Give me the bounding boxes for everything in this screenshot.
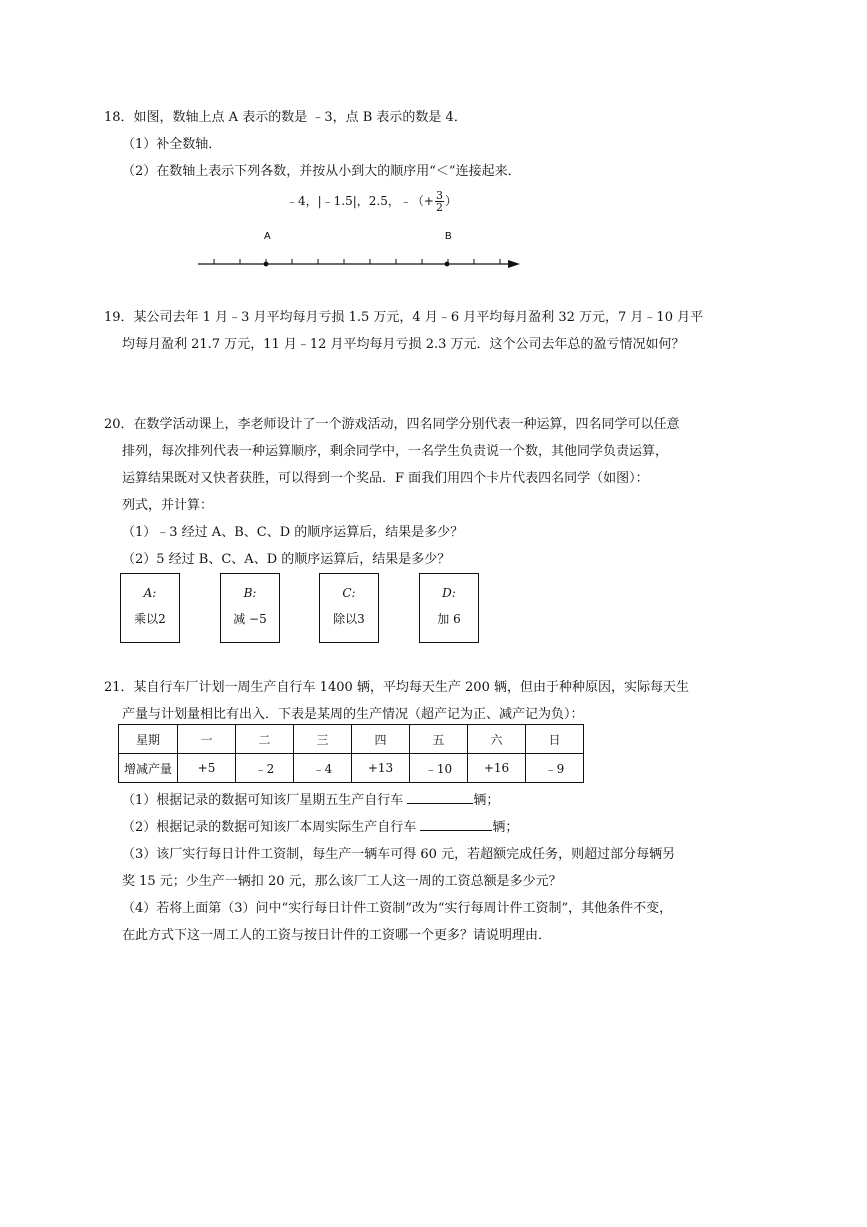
q21-part2-text: （2）根据记录的数据可知该厂本周实际生产自行车 <box>122 820 421 835</box>
table-cell: +16 <box>468 754 526 783</box>
question-21-parts <box>104 787 724 949</box>
card-c-operation: 除以3 <box>333 612 365 626</box>
table-cell: ﹣4 <box>294 754 352 783</box>
answer-blank[interactable] <box>420 818 492 831</box>
question-20 <box>104 411 724 573</box>
q19-line1: 19．某公司去年 1 月﹣3 月平均每月亏损 1.5 万元，4 月﹣6 月平均每月盈利 32 万元，7 月﹣10 月平 <box>104 310 704 325</box>
point-b-dot <box>445 262 450 267</box>
number-line-ticks <box>214 259 500 264</box>
q21-part1-text: （1）根据记录的数据可知该厂星期五生产自行车 <box>122 793 408 808</box>
table-header-cell: 五 <box>410 725 468 754</box>
question-19 <box>104 304 724 358</box>
q21-part4-line1: （4）若将上面第（3）问中“实行每日计件工资制”改为“实行每周计件工资制”，其他条件不变， <box>122 901 673 916</box>
table-header-cell: 六 <box>468 725 526 754</box>
fraction-denominator: 2 <box>435 201 443 214</box>
card-d-operation: 加 6 <box>437 612 461 626</box>
card-d-title: D: <box>442 586 456 600</box>
q18-number-list <box>286 190 457 213</box>
q21-part4-line2: 在此方式下这一周工人的工资与按日计件的工资哪一个更多？请说明理由． <box>122 928 552 943</box>
card-b-title: B: <box>243 586 257 600</box>
table-cell: +13 <box>352 754 410 783</box>
table-header-cell: 星期 <box>119 725 178 754</box>
q21-part3-line2: 奖 15 元；少生产一辆扣 20 元，那么该厂工人这一周的工资总额是多少元？ <box>122 874 562 889</box>
table-header-cell: 四 <box>352 725 410 754</box>
fraction-numerator: 3 <box>435 189 443 202</box>
arrow-head-icon <box>508 260 520 268</box>
card-c-title: C: <box>342 586 356 600</box>
q21-part2-unit: 辆； <box>492 820 519 835</box>
point-a-dot <box>264 262 269 267</box>
q18-part2: （2）在数轴上表示下列各数，并按从小到大的顺序用“＜”连接起来． <box>122 164 521 179</box>
card-c <box>319 573 379 643</box>
number-line <box>190 222 530 278</box>
table-header-cell: 三 <box>294 725 352 754</box>
point-b-label: B <box>445 231 452 242</box>
card-b <box>220 573 280 643</box>
q20-line2: 排列，每次排列代表一种运算顺序，剩余同学中，一名学生负责说一个数，其他同学负责运算， <box>122 444 669 459</box>
table-cell: ﹣2 <box>236 754 294 783</box>
answer-blank[interactable] <box>407 791 473 804</box>
table-row <box>119 754 584 783</box>
q21-part1 <box>104 787 724 814</box>
q20-part2: （2）5 经过 B、C、A、D 的顺序运算后，结果是多少？ <box>122 552 451 567</box>
question-18 <box>104 104 724 185</box>
q21-part2 <box>104 814 724 841</box>
fraction-three-halves <box>435 190 444 213</box>
table-cell: 增减产量 <box>119 754 178 783</box>
q18-part1: （1）补全数轴． <box>122 137 222 152</box>
q20-line1: 20．在数学活动课上，李老师设计了一个游戏活动，四名同学分别代表一种运算，四名同学可以任意 <box>104 417 680 432</box>
q19-line2: 均每月盈利 21.7 万元，11 月﹣12 月平均每月亏损 2.3 万元．这个公司去年总的盈亏情况如何？ <box>122 337 685 352</box>
q18-stem: 18．如图，数轴上点 A 表示的数是 ﹣3，点 B 表示的数是 4． <box>104 110 467 125</box>
card-b-operation: 减 −5 <box>233 612 267 626</box>
q18-numbers-suffix: ） <box>444 194 457 208</box>
point-a-label: A <box>264 231 271 242</box>
q18-numbers-prefix: ﹣4，|﹣1.5|，2.5，﹣（+ <box>286 194 434 208</box>
card-a <box>120 573 180 643</box>
card-a-operation: 乘以2 <box>134 612 166 626</box>
table-header-cell: 日 <box>526 725 584 754</box>
table-cell: ﹣10 <box>410 754 468 783</box>
table-header-cell: 二 <box>236 725 294 754</box>
q20-line4: 列式，并计算： <box>122 498 214 513</box>
q21-part1-unit: 辆； <box>473 793 500 808</box>
card-d <box>419 573 479 643</box>
q20-line3: 运算结果既对又快者获胜，可以得到一个奖品．F 面我们用四个卡片代表四名同学（如图）： <box>122 471 649 486</box>
table-cell: +5 <box>178 754 236 783</box>
q21-line2: 产量与计划量相比有出入．下表是某周的生产情况（超产记为正、减产记为负）： <box>122 707 584 722</box>
q21-part3-line1: （3）该厂实行每日计件工资制，每生产一辆车可得 60 元，若超额完成任务，则超过部分每辆另 <box>122 847 676 862</box>
table-header-row <box>119 725 584 754</box>
table-header-cell: 一 <box>178 725 236 754</box>
question-21 <box>104 674 724 728</box>
card-a-title: A: <box>143 586 157 600</box>
production-table <box>118 724 584 783</box>
q21-line1: 21．某自行车厂计划一周生产自行车 1400 辆，平均每天生产 200 辆，但由于种种原因，实际每天生 <box>104 680 689 695</box>
q20-part1: （1）﹣3 经过 A、B、C、D 的顺序运算后，结果是多少？ <box>122 525 464 540</box>
table-cell: ﹣9 <box>526 754 584 783</box>
